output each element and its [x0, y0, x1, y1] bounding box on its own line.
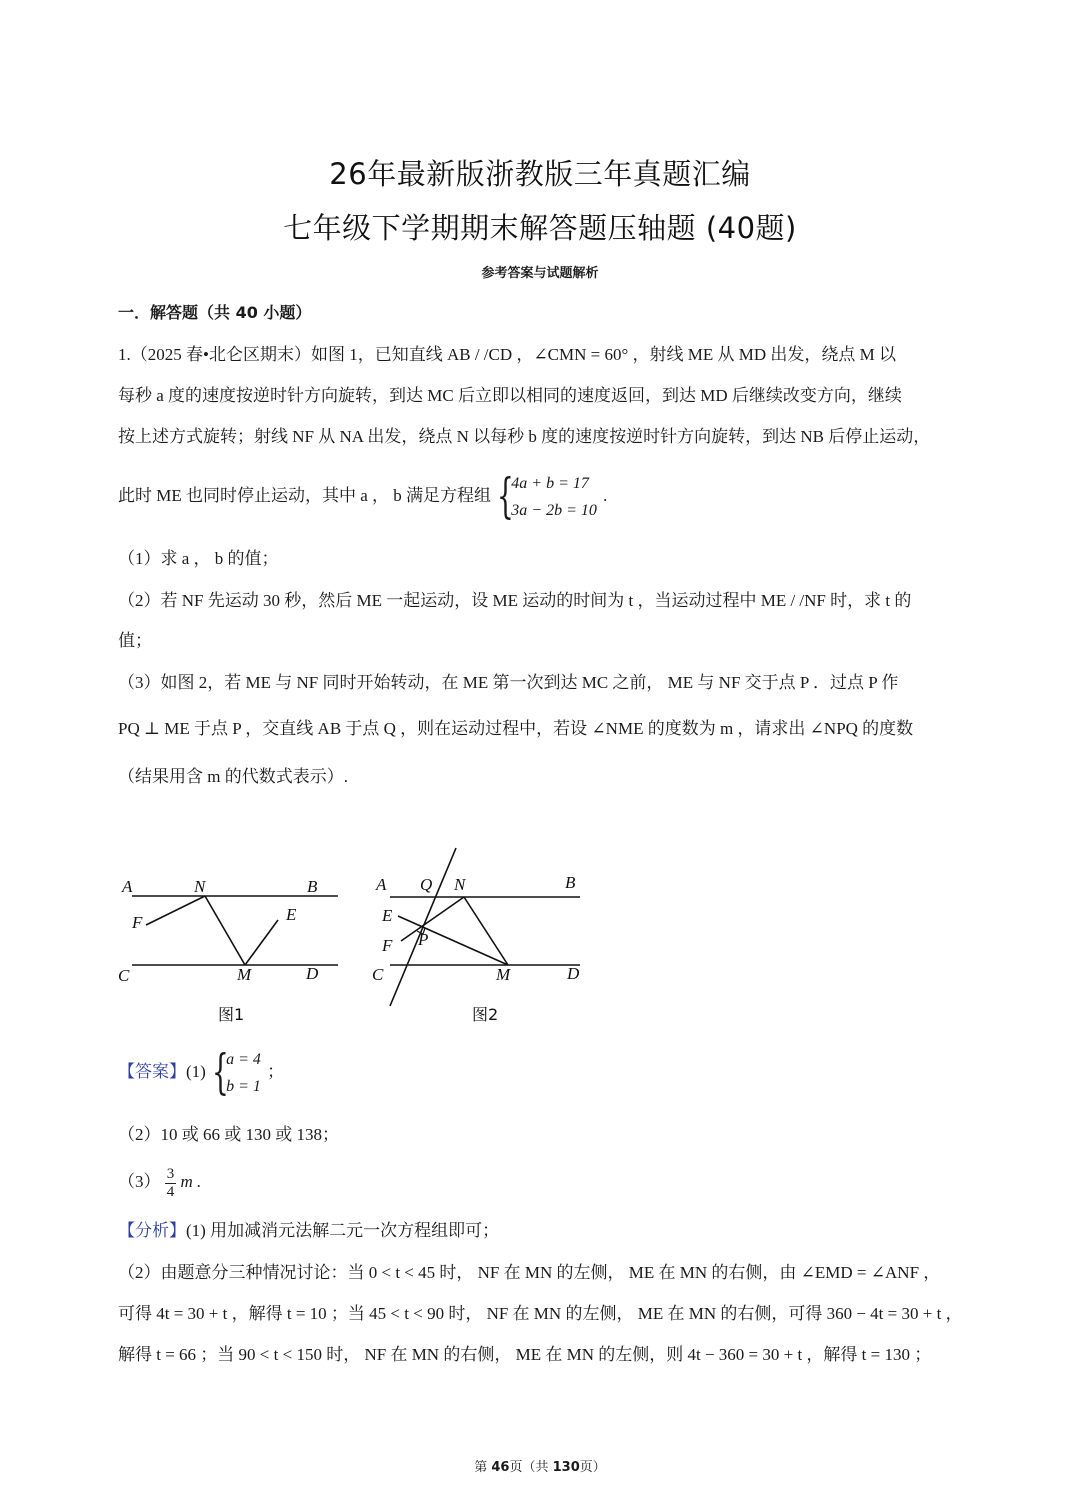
analysis-line-4: 解得 t = 66 ；当 90 < t < 150 时， NF 在 MN 的右侧， ME 在 MN 的左侧，则 4t − 360 = 30 + t ，解得 t = 130 ；	[118, 1345, 932, 1364]
brace-symbol: {	[212, 1044, 229, 1101]
fig2-caption: 图2	[472, 1005, 499, 1024]
fig2-label-D: D	[567, 964, 580, 983]
answer-line-1	[118, 1044, 968, 1100]
fig2-label-B: B	[565, 873, 576, 892]
problem-line-4-text: 此时 ME 也同时停止运动，其中 a ， b 满足方程组	[118, 486, 492, 505]
analysis-label: 【分析】	[118, 1221, 186, 1240]
analysis-line-1	[118, 1220, 968, 1242]
figure-2	[368, 846, 598, 1030]
fig1-label-B: B	[307, 877, 318, 896]
fig2-label-P: P	[418, 930, 429, 949]
footer-suffix: 页）	[579, 1460, 606, 1475]
answer-label: 【答案】	[118, 1062, 186, 1081]
fig1-label-M: M	[237, 965, 252, 984]
question-3-line-1: （3）如图 2，若 ME 与 NF 同时开始转动，在 ME 第一次到达 MC 之前， ME 与 NF 交于点 P ．过点 P 作	[118, 673, 899, 692]
footer-prefix: 第	[474, 1460, 492, 1475]
problem-line-3: 按上述方式旋转；射线 NF 从 NA 出发，绕点 N 以每秒 b 度的速度按逆时针方向旋转，到达 NB 后停止运动，	[118, 427, 931, 446]
question-2-line-1: （2）若 NF 先运动 30 秒，然后 ME 一起运动，设 ME 运动的时间为 t ，当运动过程中 ME / /NF 时，求 t 的	[118, 591, 912, 610]
problem-line-1: 1.（2025 春•北仑区期末）如图 1，已知直线 AB / /CD ，∠CMN = 60° ，射线 ME 从 MD 出发，绕点 M 以	[118, 345, 896, 364]
problem-line-2: 每秒 a 度的速度按逆时针方向旋转，到达 MC 后立即以相同的速度返回，到达 MD 后继续改变方向，继续	[118, 386, 902, 405]
analysis-text-1: (1) 用加减消元法解二元一次方程组即可；	[186, 1221, 500, 1240]
answer-part-2: （2）10 或 66 或 130 或 138；	[118, 1125, 339, 1144]
answer-part3-prefix: （3）	[118, 1172, 161, 1191]
fig2-label-C: C	[372, 965, 384, 984]
answer-part3-suffix: m .	[180, 1172, 202, 1191]
solution-b: b = 1	[226, 1078, 261, 1096]
answer-part-3	[118, 1162, 968, 1202]
answer-part1-suffix: ；	[267, 1062, 285, 1081]
question-3-line-2: PQ ⊥ ME 于点 P ，交直线 AB 于点 Q ，则在运动过程中，若设 ∠NME 的度数为 m ，请求出 ∠NPQ 的度数	[118, 719, 914, 738]
footer-middle: 页（共	[509, 1460, 553, 1475]
problem-line-4-end: .	[603, 486, 608, 505]
equation-1: 4a + b = 17	[511, 475, 589, 493]
fig1-label-A: A	[122, 877, 133, 896]
fraction-denominator: 4	[166, 1183, 175, 1200]
footer-total-pages: 130	[552, 1460, 580, 1475]
equation-system	[497, 470, 597, 524]
problem-line-4	[118, 468, 968, 524]
footer-page-number: 46	[491, 1460, 510, 1475]
brace-symbol: {	[497, 468, 515, 525]
solution-a: a = 4	[226, 1051, 261, 1069]
section-title: 一．解答题（共 40 小题）	[118, 303, 312, 322]
page-footer	[0, 1456, 1080, 1475]
document-title-line1: 26年最新版浙教版三年真题汇编	[329, 157, 751, 191]
question-3-line-3: （结果用含 m 的代数式表示）.	[118, 767, 348, 786]
answer-part1-prefix: (1)	[186, 1062, 206, 1081]
fig1-label-E: E	[286, 905, 297, 924]
answer-solution-system	[212, 1046, 261, 1100]
fig1-label-N: N	[194, 877, 206, 896]
fig2-label-Q: Q	[420, 875, 433, 894]
equation-2: 3a − 2b = 10	[511, 502, 597, 520]
figure-1	[110, 868, 340, 1028]
question-2-line-2: 值；	[118, 631, 152, 650]
fig1-label-C: C	[118, 966, 130, 985]
fig1-label-F: F	[132, 913, 143, 932]
fig2-label-E: E	[382, 906, 393, 925]
fig2-label-A: A	[376, 875, 387, 894]
fig1-label-D: D	[306, 964, 319, 983]
document-title-line2: 七年级下学期期末解答题压轴题 (40题)	[283, 211, 797, 245]
fig1-caption: 图1	[218, 1005, 245, 1024]
fig2-label-N: N	[454, 875, 466, 894]
document-subtitle: 参考答案与试题解析	[481, 266, 599, 281]
fig2-label-M: M	[496, 965, 511, 984]
analysis-line-3: 可得 4t = 30 + t ，解得 t = 10 ；当 45 < t < 90 时， NF 在 MN 的左侧， ME 在 MN 的右侧，可得 360 − 4t = 30 + t ，	[118, 1304, 963, 1323]
question-1: （1）求 a ， b 的值；	[118, 549, 279, 568]
fraction	[165, 1166, 177, 1201]
fig2-label-F: F	[382, 936, 393, 955]
analysis-line-2: （2）由题意分三种情况讨论：当 0 < t < 45 时， NF 在 MN 的左侧， ME 在 MN 的右侧，由 ∠EMD = ∠ANF ，	[118, 1263, 941, 1282]
fraction-numerator: 3	[166, 1165, 175, 1182]
